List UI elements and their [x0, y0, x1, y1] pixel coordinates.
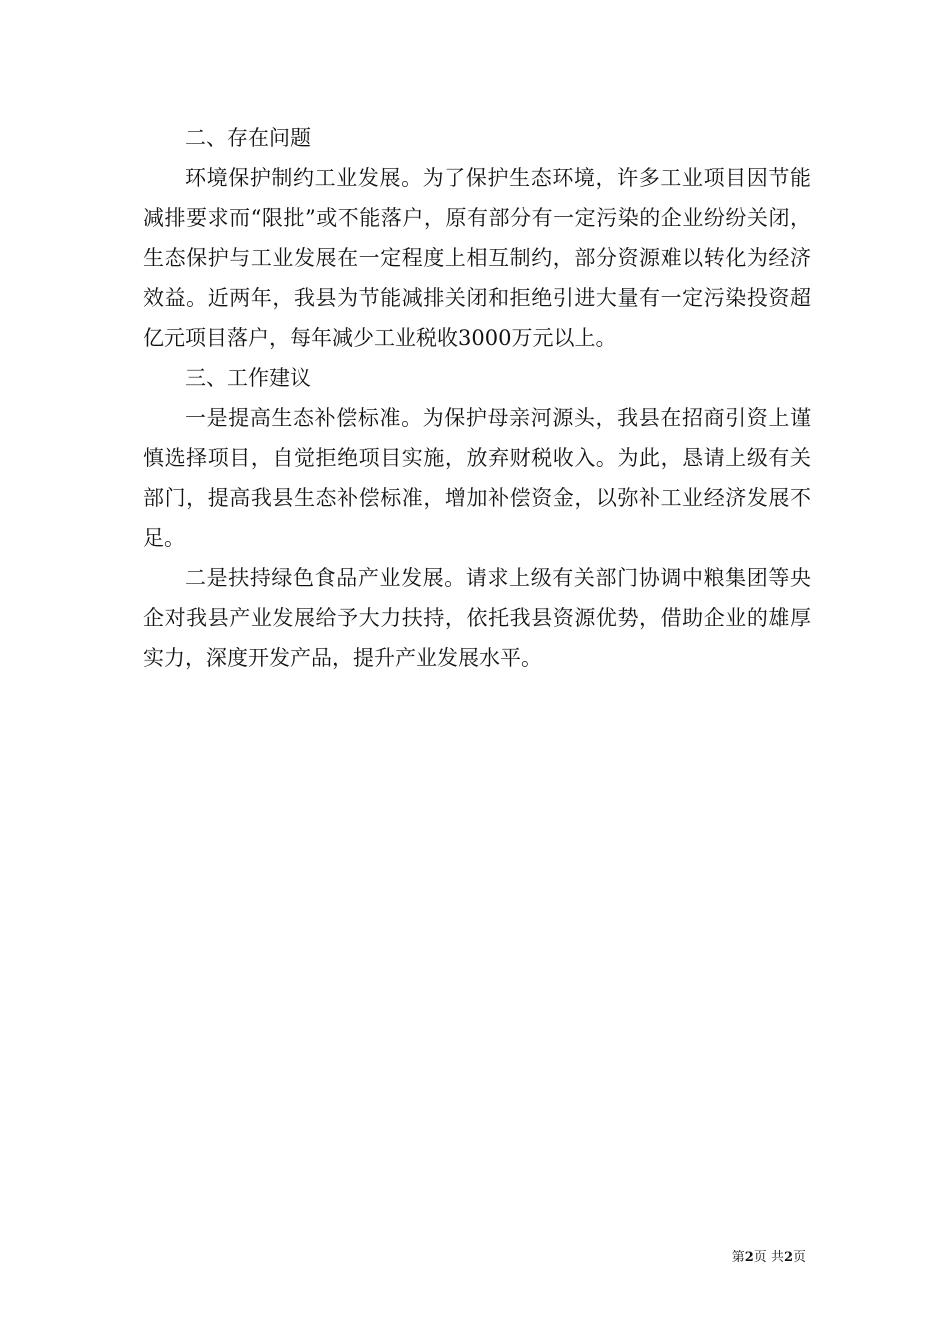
- footer-prefix: 第: [731, 1250, 745, 1265]
- paragraph-suggestion-green-food: 二是扶持绿色食品产业发展。请求上级有关部门协调中粮集团等央企对我县产业发展给予大力扶持，依托我县资源优势，借助企业的雄厚实力，深度开发产品，提升产业发展水平。: [143, 566, 811, 670]
- footer-current-page: 2: [744, 1250, 754, 1265]
- footer-suffix: 页: [792, 1250, 806, 1265]
- section-heading-suggestions: 三、工作建议: [185, 366, 311, 390]
- footer-middle: 页 共: [753, 1250, 784, 1265]
- footer-total-pages: 2: [783, 1250, 793, 1265]
- document-body: [143, 118, 811, 678]
- paragraph-suggestion-compensation: 一是提高生态补偿标准。为保护母亲河源头，我县在招商引资上谨慎选择项目，自觉拒绝项目实施，放弃财税收入。为此，恳请上级有关部门，提高我县生态补偿标准，增加补偿资金，以弥补工业经济发展不足。: [143, 406, 811, 550]
- paragraph-environment-constraint: 环境保护制约工业发展。为了保护生态环境，许多工业项目因节能减排要求而“限批”或不能落户，原有部分有一定污染的企业纷纷关闭，生态保护与工业发展在一定程度上相互制约，部分资源难以转化为经济效益。近两年，我县为节能减排关闭和拒绝引进大量有一定污染投资超亿元项目落户，每年减少工业税收3000万元以上。: [143, 166, 811, 350]
- page-number-footer: [732, 1250, 806, 1266]
- section-heading-problems: 二、存在问题: [185, 126, 311, 150]
